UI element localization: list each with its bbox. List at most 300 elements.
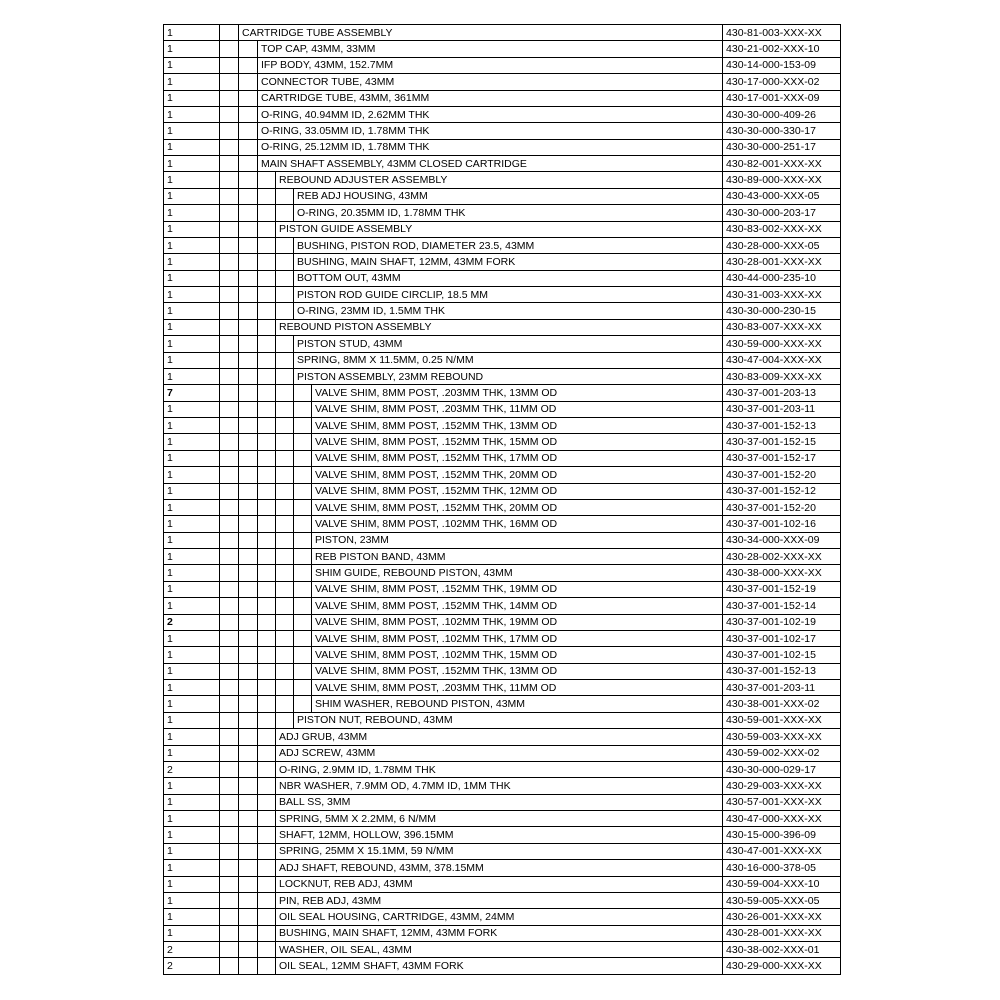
indent-cell (276, 352, 294, 368)
indent-cell (239, 106, 258, 122)
indent-cell (239, 581, 258, 597)
description-cell: ADJ SHAFT, REBOUND, 43MM, 378.15MM (276, 860, 723, 876)
indent-cell (220, 221, 239, 237)
bom-body (164, 25, 841, 975)
indent-cell (220, 156, 239, 172)
description-cell: O-RING, 20.35MM ID, 1.78MM THK (294, 205, 723, 221)
indent-cell (276, 499, 294, 515)
indent-cell (276, 237, 294, 253)
description-cell: VALVE SHIM, 8MM POST, .152MM THK, 19MM OD (312, 581, 723, 597)
table-row (164, 958, 841, 975)
table-row (164, 827, 841, 843)
indent-cell (239, 532, 258, 548)
description-cell: PISTON, 23MM (312, 532, 723, 548)
table-row (164, 565, 841, 581)
part-number-cell: 430-37-001-152-13 (723, 663, 841, 679)
indent-cell (220, 843, 239, 859)
part-number-cell: 430-29-000-XXX-XX (723, 958, 841, 975)
part-number-cell: 430-17-001-XXX-09 (723, 90, 841, 106)
indent-cell (276, 712, 294, 728)
indent-cell (294, 401, 312, 417)
indent-cell (258, 172, 276, 188)
indent-cell (220, 663, 239, 679)
part-number-cell: 430-43-000-XXX-05 (723, 188, 841, 204)
indent-cell (220, 319, 239, 335)
table-row (164, 139, 841, 155)
indent-cell (258, 958, 276, 975)
qty-cell: 1 (164, 729, 220, 745)
table-row (164, 41, 841, 57)
indent-cell (220, 630, 239, 646)
qty-cell: 1 (164, 483, 220, 499)
indent-cell (220, 745, 239, 761)
indent-cell (258, 909, 276, 925)
indent-cell (239, 287, 258, 303)
part-number-cell: 430-37-001-102-19 (723, 614, 841, 630)
qty-cell: 1 (164, 680, 220, 696)
description-cell: VALVE SHIM, 8MM POST, .152MM THK, 14MM OD (312, 598, 723, 614)
indent-cell (239, 188, 258, 204)
indent-cell (239, 41, 258, 57)
indent-cell (239, 892, 258, 908)
indent-cell (220, 385, 239, 401)
part-number-cell: 430-81-003-XXX-XX (723, 25, 841, 41)
description-cell: VALVE SHIM, 8MM POST, .102MM THK, 16MM OD (312, 516, 723, 532)
description-cell: BUSHING, MAIN SHAFT, 12MM, 43MM FORK (276, 925, 723, 941)
description-cell: TOP CAP, 43MM, 33MM (258, 41, 723, 57)
indent-cell (220, 368, 239, 384)
indent-cell (239, 860, 258, 876)
indent-cell (239, 385, 258, 401)
part-number-cell: 430-59-000-XXX-XX (723, 336, 841, 352)
indent-cell (276, 680, 294, 696)
indent-cell (220, 549, 239, 565)
indent-cell (276, 663, 294, 679)
qty-cell: 1 (164, 516, 220, 532)
qty-cell: 1 (164, 647, 220, 663)
description-cell: BUSHING, MAIN SHAFT, 12MM, 43MM FORK (294, 254, 723, 270)
indent-cell (239, 876, 258, 892)
qty-cell: 1 (164, 549, 220, 565)
description-cell: VALVE SHIM, 8MM POST, .203MM THK, 11MM OD (312, 680, 723, 696)
table-row (164, 352, 841, 368)
qty-cell: 1 (164, 303, 220, 319)
part-number-cell: 430-47-004-XXX-XX (723, 352, 841, 368)
indent-cell (258, 892, 276, 908)
part-number-cell: 430-29-003-XXX-XX (723, 778, 841, 794)
indent-cell (239, 909, 258, 925)
description-cell: VALVE SHIM, 8MM POST, .203MM THK, 11MM OD (312, 401, 723, 417)
qty-cell: 1 (164, 696, 220, 712)
indent-cell (258, 876, 276, 892)
indent-cell (220, 41, 239, 57)
description-cell: NBR WASHER, 7.9MM OD, 4.7MM ID, 1MM THK (276, 778, 723, 794)
indent-cell (220, 696, 239, 712)
indent-cell (258, 270, 276, 286)
indent-cell (258, 696, 276, 712)
table-row (164, 106, 841, 122)
indent-cell (239, 827, 258, 843)
indent-cell (258, 581, 276, 597)
table-row (164, 156, 841, 172)
table-row (164, 794, 841, 810)
indent-cell (294, 581, 312, 597)
indent-cell (220, 680, 239, 696)
indent-cell (276, 188, 294, 204)
indent-cell (276, 565, 294, 581)
qty-cell: 1 (164, 287, 220, 303)
description-cell: VALVE SHIM, 8MM POST, .152MM THK, 20MM OD (312, 467, 723, 483)
indent-cell (294, 614, 312, 630)
table-row (164, 499, 841, 515)
table-row (164, 532, 841, 548)
qty-cell: 1 (164, 434, 220, 450)
table-row (164, 270, 841, 286)
indent-cell (258, 614, 276, 630)
qty-cell: 1 (164, 925, 220, 941)
part-number-cell: 430-59-001-XXX-XX (723, 712, 841, 728)
indent-cell (276, 614, 294, 630)
bill-of-materials-table (163, 24, 841, 975)
table-row (164, 925, 841, 941)
table-row (164, 516, 841, 532)
qty-cell: 1 (164, 450, 220, 466)
part-number-cell: 430-30-000-230-15 (723, 303, 841, 319)
qty-cell: 1 (164, 909, 220, 925)
indent-cell (258, 761, 276, 777)
qty-cell: 1 (164, 843, 220, 859)
qty-cell: 1 (164, 139, 220, 155)
part-number-cell: 430-31-003-XXX-XX (723, 287, 841, 303)
part-number-cell: 430-28-001-XXX-XX (723, 254, 841, 270)
indent-cell (294, 418, 312, 434)
table-row (164, 876, 841, 892)
indent-cell (276, 549, 294, 565)
indent-cell (220, 172, 239, 188)
indent-cell (294, 680, 312, 696)
indent-cell (239, 303, 258, 319)
table-row (164, 745, 841, 761)
table-row (164, 598, 841, 614)
part-number-cell: 430-44-000-235-10 (723, 270, 841, 286)
description-cell: IFP BODY, 43MM, 152.7MM (258, 57, 723, 73)
qty-cell: 7 (164, 385, 220, 401)
qty-cell: 1 (164, 25, 220, 41)
indent-cell (276, 647, 294, 663)
table-row (164, 811, 841, 827)
indent-cell (239, 958, 258, 975)
indent-cell (276, 303, 294, 319)
indent-cell (220, 581, 239, 597)
part-number-cell: 430-83-009-XXX-XX (723, 368, 841, 384)
indent-cell (276, 467, 294, 483)
qty-cell: 2 (164, 614, 220, 630)
description-cell: REB ADJ HOUSING, 43MM (294, 188, 723, 204)
description-cell: REB PISTON BAND, 43MM (312, 549, 723, 565)
part-number-cell: 430-38-002-XXX-01 (723, 942, 841, 958)
table-row (164, 205, 841, 221)
table-row (164, 434, 841, 450)
part-number-cell: 430-37-001-102-15 (723, 647, 841, 663)
indent-cell (258, 794, 276, 810)
indent-cell (239, 663, 258, 679)
indent-cell (294, 630, 312, 646)
indent-cell (220, 499, 239, 515)
indent-cell (220, 352, 239, 368)
indent-cell (294, 598, 312, 614)
description-cell: SPRING, 25MM X 15.1MM, 59 N/MM (276, 843, 723, 859)
indent-cell (276, 581, 294, 597)
table-row (164, 188, 841, 204)
indent-cell (294, 467, 312, 483)
indent-cell (276, 483, 294, 499)
part-number-cell: 430-59-004-XXX-10 (723, 876, 841, 892)
part-number-cell: 430-82-001-XXX-XX (723, 156, 841, 172)
table-row (164, 647, 841, 663)
description-cell: VALVE SHIM, 8MM POST, .203MM THK, 13MM OD (312, 385, 723, 401)
indent-cell (258, 221, 276, 237)
description-cell: LOCKNUT, REB ADJ, 43MM (276, 876, 723, 892)
indent-cell (276, 532, 294, 548)
qty-cell: 1 (164, 319, 220, 335)
indent-cell (239, 57, 258, 73)
description-cell: BALL SS, 3MM (276, 794, 723, 810)
table-row (164, 418, 841, 434)
table-row (164, 712, 841, 728)
indent-cell (220, 106, 239, 122)
indent-cell (239, 794, 258, 810)
indent-cell (239, 499, 258, 515)
indent-cell (258, 205, 276, 221)
indent-cell (258, 843, 276, 859)
table-row (164, 401, 841, 417)
description-cell: PISTON ASSEMBLY, 23MM REBOUND (294, 368, 723, 384)
indent-cell (239, 467, 258, 483)
indent-cell (220, 205, 239, 221)
indent-cell (294, 516, 312, 532)
table-row (164, 778, 841, 794)
part-number-cell: 430-37-001-203-13 (723, 385, 841, 401)
description-cell: CARTRIDGE TUBE ASSEMBLY (239, 25, 723, 41)
indent-cell (294, 499, 312, 515)
indent-cell (239, 434, 258, 450)
indent-cell (258, 188, 276, 204)
part-number-cell: 430-14-000-153-09 (723, 57, 841, 73)
qty-cell: 1 (164, 663, 220, 679)
indent-cell (258, 647, 276, 663)
indent-cell (258, 827, 276, 843)
description-cell: O-RING, 2.9MM ID, 1.78MM THK (276, 761, 723, 777)
indent-cell (258, 303, 276, 319)
part-number-cell: 430-83-007-XXX-XX (723, 319, 841, 335)
indent-cell (258, 630, 276, 646)
part-number-cell: 430-37-001-152-20 (723, 467, 841, 483)
indent-cell (258, 368, 276, 384)
indent-cell (239, 205, 258, 221)
indent-cell (220, 139, 239, 155)
qty-cell: 1 (164, 565, 220, 581)
description-cell: O-RING, 23MM ID, 1.5MM THK (294, 303, 723, 319)
indent-cell (220, 516, 239, 532)
indent-cell (258, 549, 276, 565)
indent-cell (220, 811, 239, 827)
indent-cell (258, 811, 276, 827)
indent-cell (258, 516, 276, 532)
qty-cell: 1 (164, 876, 220, 892)
table-row (164, 843, 841, 859)
indent-cell (220, 532, 239, 548)
indent-cell (258, 237, 276, 253)
indent-cell (294, 647, 312, 663)
indent-cell (276, 630, 294, 646)
part-number-cell: 430-37-001-102-17 (723, 630, 841, 646)
indent-cell (276, 598, 294, 614)
table-row (164, 25, 841, 41)
indent-cell (239, 647, 258, 663)
indent-cell (294, 483, 312, 499)
part-number-cell: 430-37-001-152-19 (723, 581, 841, 597)
indent-cell (276, 336, 294, 352)
table-row (164, 450, 841, 466)
qty-cell: 1 (164, 499, 220, 515)
qty-cell: 1 (164, 172, 220, 188)
table-row (164, 237, 841, 253)
description-cell: VALVE SHIM, 8MM POST, .152MM THK, 13MM OD (312, 418, 723, 434)
description-cell: VALVE SHIM, 8MM POST, .152MM THK, 12MM OD (312, 483, 723, 499)
indent-cell (258, 450, 276, 466)
table-row (164, 483, 841, 499)
indent-cell (220, 303, 239, 319)
indent-cell (220, 450, 239, 466)
indent-cell (258, 712, 276, 728)
indent-cell (220, 336, 239, 352)
table-row (164, 221, 841, 237)
qty-cell: 1 (164, 401, 220, 417)
qty-cell: 1 (164, 41, 220, 57)
indent-cell (276, 401, 294, 417)
description-cell: VALVE SHIM, 8MM POST, .102MM THK, 15MM OD (312, 647, 723, 663)
indent-cell (220, 614, 239, 630)
table-row (164, 90, 841, 106)
qty-cell: 1 (164, 156, 220, 172)
part-number-cell: 430-59-003-XXX-XX (723, 729, 841, 745)
description-cell: ADJ SCREW, 43MM (276, 745, 723, 761)
qty-cell: 1 (164, 123, 220, 139)
indent-cell (258, 680, 276, 696)
part-number-cell: 430-37-001-203-11 (723, 401, 841, 417)
qty-cell: 1 (164, 237, 220, 253)
description-cell: SPRING, 8MM X 11.5MM, 0.25 N/MM (294, 352, 723, 368)
part-number-cell: 430-30-000-029-17 (723, 761, 841, 777)
table-row (164, 614, 841, 630)
table-row (164, 319, 841, 335)
indent-cell (239, 123, 258, 139)
qty-cell: 1 (164, 188, 220, 204)
part-number-cell: 430-17-000-XXX-02 (723, 74, 841, 90)
indent-cell (258, 287, 276, 303)
part-number-cell: 430-59-005-XXX-05 (723, 892, 841, 908)
indent-cell (239, 221, 258, 237)
table-row (164, 254, 841, 270)
qty-cell: 1 (164, 270, 220, 286)
indent-cell (276, 385, 294, 401)
description-cell: SHAFT, 12MM, HOLLOW, 396.15MM (276, 827, 723, 843)
part-number-cell: 430-38-001-XXX-02 (723, 696, 841, 712)
indent-cell (276, 254, 294, 270)
indent-cell (220, 860, 239, 876)
description-cell: VALVE SHIM, 8MM POST, .152MM THK, 17MM OD (312, 450, 723, 466)
indent-cell (258, 729, 276, 745)
indent-cell (239, 418, 258, 434)
indent-cell (220, 778, 239, 794)
description-cell: OIL SEAL HOUSING, CARTRIDGE, 43MM, 24MM (276, 909, 723, 925)
indent-cell (220, 958, 239, 975)
table-row (164, 368, 841, 384)
description-cell: VALVE SHIM, 8MM POST, .152MM THK, 13MM OD (312, 663, 723, 679)
qty-cell: 1 (164, 712, 220, 728)
indent-cell (294, 549, 312, 565)
indent-cell (294, 450, 312, 466)
table-row (164, 630, 841, 646)
indent-cell (294, 434, 312, 450)
indent-cell (220, 467, 239, 483)
indent-cell (220, 90, 239, 106)
indent-cell (239, 811, 258, 827)
description-cell: SHIM GUIDE, REBOUND PISTON, 43MM (312, 565, 723, 581)
qty-cell: 1 (164, 860, 220, 876)
indent-cell (276, 450, 294, 466)
part-number-cell: 430-28-001-XXX-XX (723, 925, 841, 941)
indent-cell (258, 319, 276, 335)
description-cell: REBOUND PISTON ASSEMBLY (276, 319, 723, 335)
indent-cell (220, 729, 239, 745)
qty-cell: 1 (164, 106, 220, 122)
qty-cell: 1 (164, 368, 220, 384)
indent-cell (276, 287, 294, 303)
indent-cell (258, 467, 276, 483)
table-row (164, 123, 841, 139)
description-cell: REBOUND ADJUSTER ASSEMBLY (276, 172, 723, 188)
indent-cell (239, 319, 258, 335)
qty-cell: 1 (164, 205, 220, 221)
indent-cell (239, 565, 258, 581)
indent-cell (220, 942, 239, 958)
indent-cell (220, 876, 239, 892)
indent-cell (258, 565, 276, 581)
indent-cell (220, 270, 239, 286)
indent-cell (239, 761, 258, 777)
indent-cell (276, 516, 294, 532)
qty-cell: 2 (164, 958, 220, 975)
part-number-cell: 430-59-002-XXX-02 (723, 745, 841, 761)
indent-cell (239, 237, 258, 253)
part-number-cell: 430-30-000-251-17 (723, 139, 841, 155)
indent-cell (239, 925, 258, 941)
indent-cell (276, 205, 294, 221)
indent-cell (294, 532, 312, 548)
description-cell: PISTON STUD, 43MM (294, 336, 723, 352)
indent-cell (220, 287, 239, 303)
qty-cell: 1 (164, 352, 220, 368)
indent-cell (220, 401, 239, 417)
indent-cell (276, 270, 294, 286)
qty-cell: 1 (164, 467, 220, 483)
description-cell: CARTRIDGE TUBE, 43MM, 361MM (258, 90, 723, 106)
indent-cell (258, 860, 276, 876)
indent-cell (220, 892, 239, 908)
part-number-cell: 430-30-000-203-17 (723, 205, 841, 221)
part-number-cell: 430-37-001-203-11 (723, 680, 841, 696)
